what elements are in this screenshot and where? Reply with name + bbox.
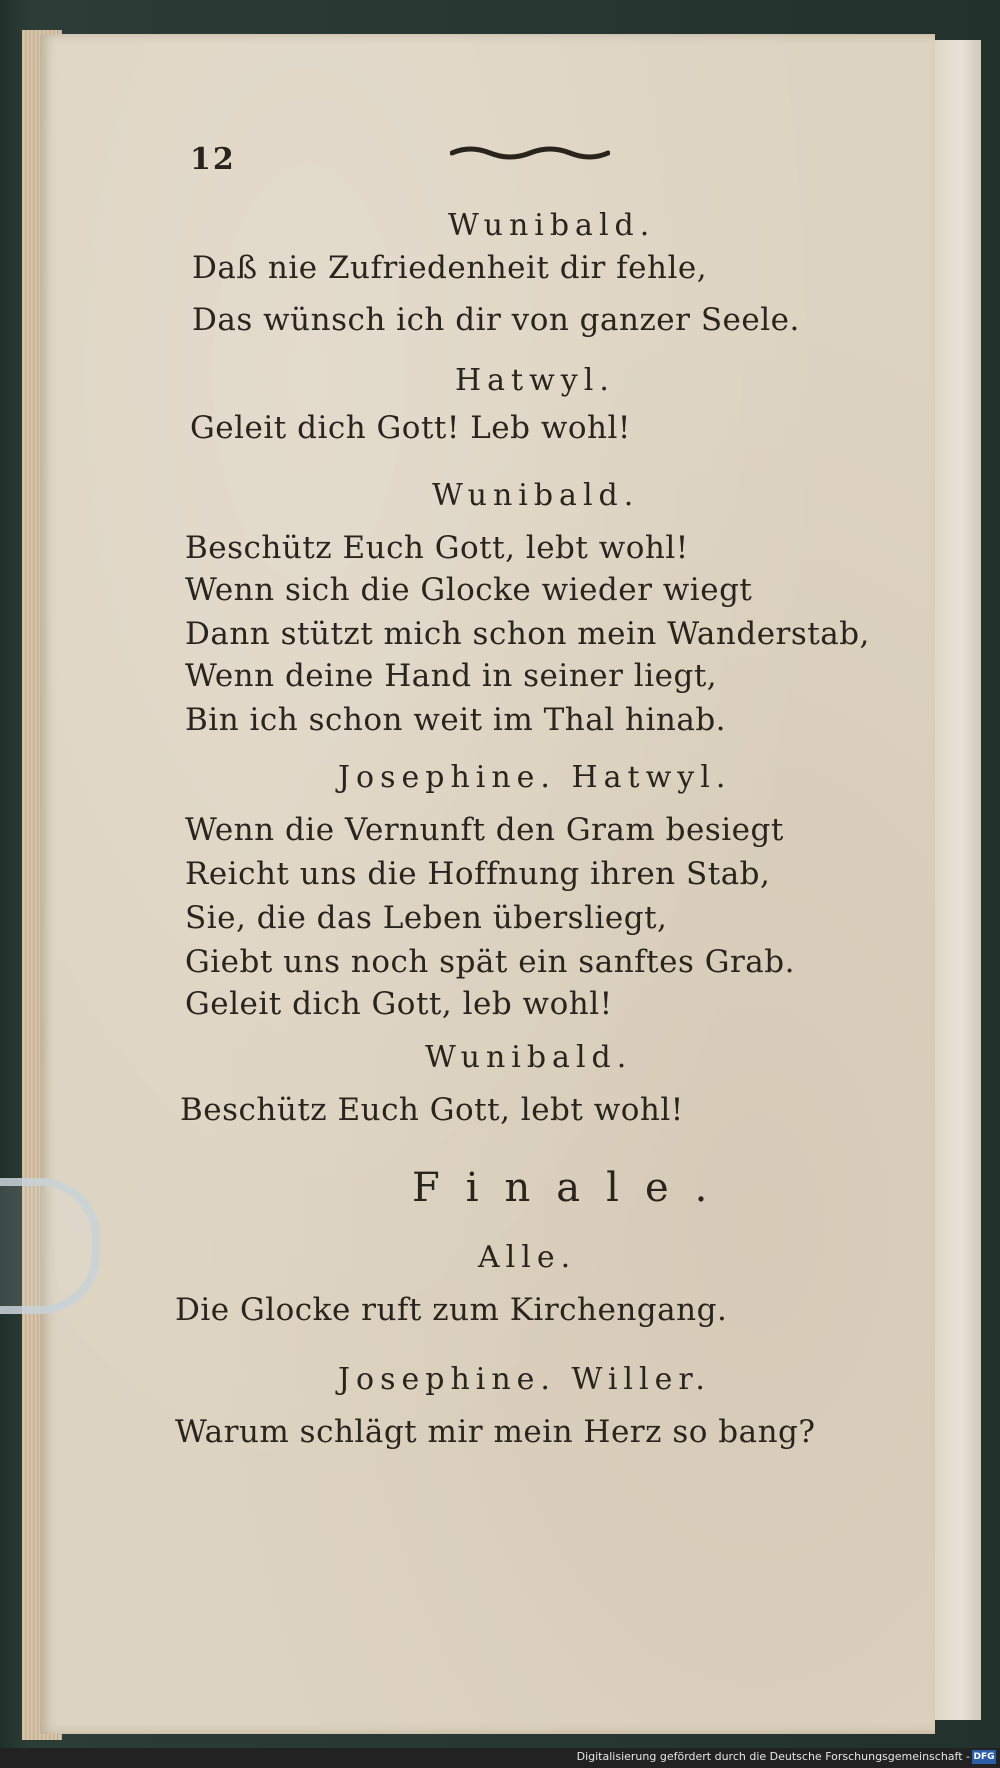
verse-line: Beschütz Euch Gott, lebt wohl! [180,1092,684,1128]
speaker-label: Wunibald. [432,478,640,513]
verse-line: Dann stützt mich schon mein Wanderstab, [185,616,870,652]
verse-line: Das wünsch ich dir von ganzer Seele. [192,302,800,338]
finale-heading: Finale. [412,1165,734,1211]
speaker-label: Josephine. Willer. [338,1362,711,1397]
verse-line: Geleit dich Gott, leb wohl! [185,986,613,1022]
verse-line: Geleit dich Gott! Leb wohl! [190,410,631,446]
footer-credit: Digitalisierung gefördert durch die Deutsche Forschungsgemeinschaft - [576,1750,970,1763]
verse-line: Daß nie Zufriedenheit dir fehle, [192,250,708,286]
verse-line: Wenn deine Hand in seiner liegt, [185,658,718,694]
verse-line: Reicht uns die Hoffnung ihren Stab, [185,856,771,892]
ornament-rule [450,145,610,161]
verse-line: Warum schlägt mir mein Herz so bang? [175,1414,816,1450]
verse-line: Sie, die das Leben übersliegt, [185,900,668,936]
speaker-label: Wunibald. [448,208,656,243]
verse-line: Wenn die Vernunft den Gram besiegt [185,812,784,848]
page-number: 12 [190,142,236,177]
speaker-label: Hatwyl. [455,363,615,398]
page-clip [0,1178,100,1314]
speaker-label: Josephine. Hatwyl. [338,760,732,795]
dfg-logo-icon: DFG [973,1752,995,1762]
verse-line: Beschütz Euch Gott, lebt wohl! [185,530,689,566]
page-edge [930,40,981,1720]
speaker-label: Alle. [478,1240,577,1275]
verse-line: Wenn sich die Glocke wieder wiegt [185,572,753,608]
speaker-label: Wunibald. [425,1040,633,1075]
verse-line: Bin ich schon weit im Thal hinab. [185,702,727,738]
verse-line: Die Glocke ruft zum Kirchengang. [175,1292,728,1328]
verse-line: Giebt uns noch spät ein sanftes Grab. [185,944,795,980]
